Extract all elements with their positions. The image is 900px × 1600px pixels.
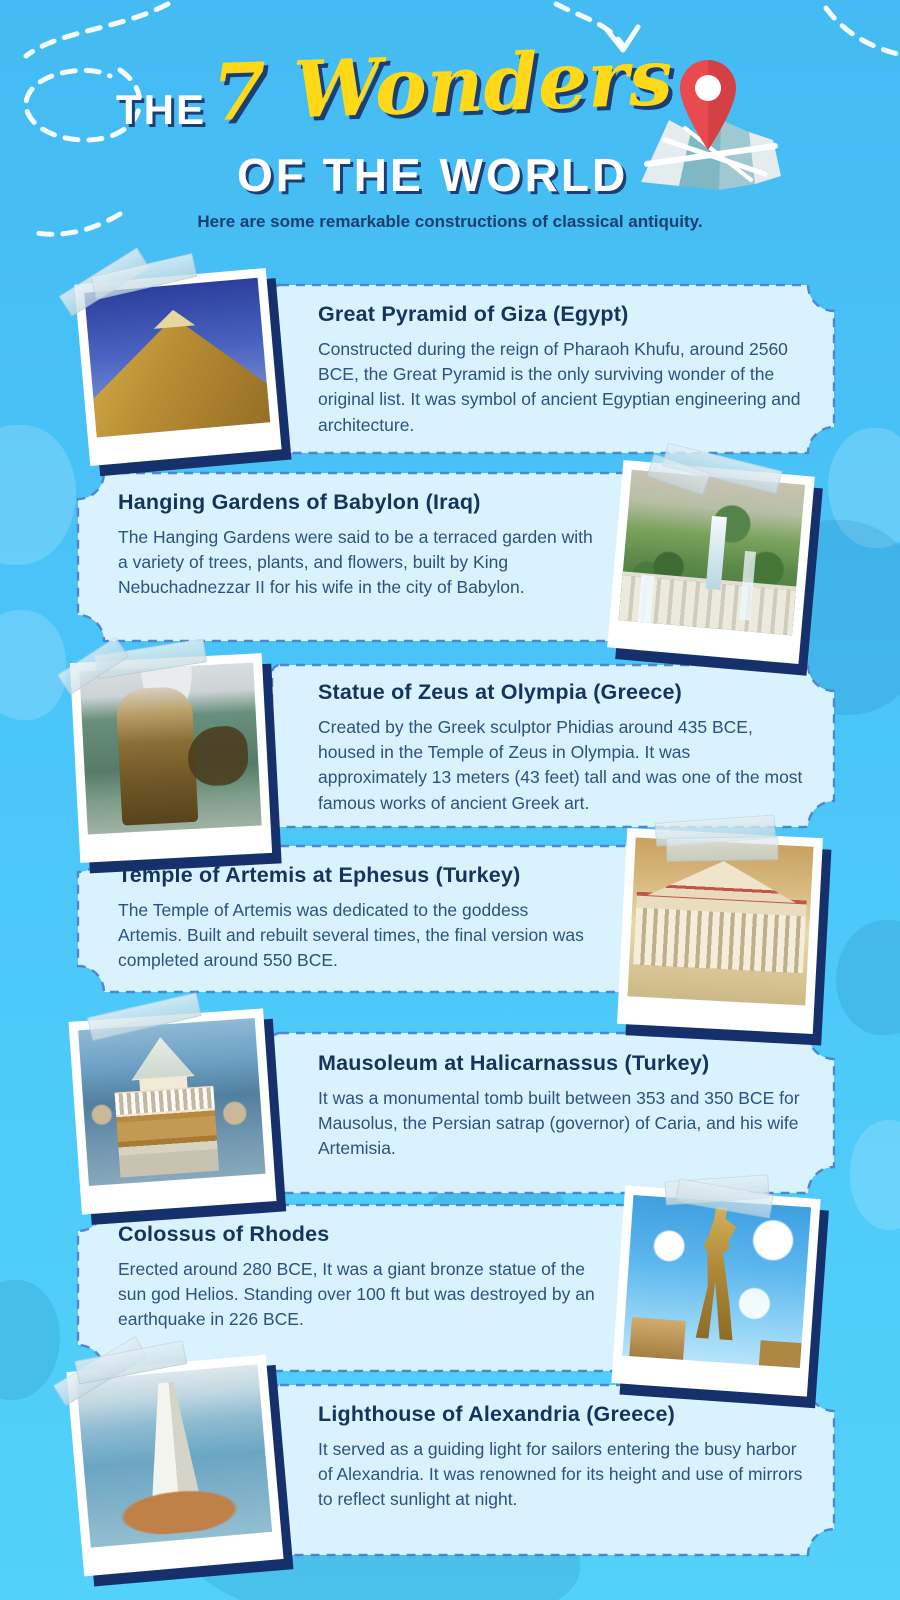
zeus-statue-photo — [70, 653, 272, 863]
title-the: THE — [116, 86, 206, 133]
colossus-scene — [622, 1195, 811, 1368]
zeus-scene — [79, 663, 261, 835]
mausoleum-scene — [78, 1018, 265, 1186]
lighthouse-scene — [76, 1364, 272, 1547]
wonder-description: It was a monumental tomb built between 353 and 350 BCE for Mausolus, the Persian satrap (governor) of Caria, and his wife Artemisia. — [318, 1088, 800, 1159]
map-shape-blob — [0, 610, 66, 720]
tape-strip — [666, 836, 778, 862]
map-shape-blob — [0, 425, 76, 565]
artemis-scene — [627, 837, 813, 1005]
gardens-scene — [619, 470, 805, 636]
map-shape-blob — [828, 428, 900, 548]
wonder-title: Temple of Artemis at Ephesus (Turkey) — [118, 863, 521, 887]
lighthouse-of-alexandria-photo — [66, 1355, 283, 1577]
wonder-description: Constructed during the reign of Pharaoh Khufu, around 2560 BCE, the Great Pyramid is the only surviving wonder of the original list. It was symbol of ancient Egyptian engineering and architecture. — [318, 339, 801, 435]
colossus-of-rhodes-photo — [611, 1185, 820, 1396]
wonder-card-mausoleum — [272, 1033, 834, 1193]
temple-of-artemis-photo — [617, 828, 823, 1034]
wonder-title: Great Pyramid of Giza (Egypt) — [318, 302, 629, 326]
map-with-pin-icon — [633, 52, 783, 210]
wonder-title: Colossus of Rhodes — [118, 1222, 330, 1246]
map-shape-blob — [836, 920, 900, 1035]
title-of-the-world: OF THE WORLD — [237, 149, 629, 201]
wonder-title: Hanging Gardens of Babylon (Iraq) — [118, 490, 481, 514]
wonder-card-pyramid — [272, 285, 834, 453]
great-pyramid-photo — [74, 268, 281, 466]
mausoleum-photo — [69, 1008, 277, 1214]
wonder-card-artemis — [78, 846, 634, 992]
wonder-description: The Hanging Gardens were said to be a terraced garden with a variety of trees, plants, and flowers, built by King Nebuchadnezzar II for his wife in the city of Babylon. — [118, 527, 593, 598]
wonder-title: Statue of Zeus at Olympia (Greece) — [318, 680, 683, 704]
map-shape-blob — [850, 1120, 900, 1230]
wonder-description: Erected around 280 BCE, It was a giant bronze statue of the sun god Helios. Standing over 100 ft but was destroyed by an earthquake in 226 BCE. — [118, 1259, 595, 1330]
wonder-card-gardens — [78, 473, 634, 641]
map-shape-blob — [0, 1280, 60, 1400]
wonder-title: Mausoleum at Halicarnassus (Turkey) — [318, 1051, 710, 1075]
pyramid-scene — [84, 278, 270, 438]
wonder-title: Lighthouse of Alexandria (Greece) — [318, 1402, 676, 1426]
wonder-card-lighthouse — [272, 1385, 834, 1555]
title-seven-wonders: 7 Wonders — [210, 31, 675, 140]
wonder-description: Created by the Greek sculptor Phidias around 435 BCE, housed in the Temple of Zeus in Olympia. It was approximately 13 meters (43 feet) tall and was one of the most famous works of ancient Greek art. — [318, 717, 803, 813]
hanging-gardens-photo — [607, 460, 815, 664]
wonder-card-zeus — [272, 665, 834, 827]
wonder-description: It served as a guiding light for sailors entering the busy harbor of Alexandria. It was renowned for its height and use of mirrors to reflect sunlight at night. — [318, 1439, 803, 1510]
wonder-description: The Temple of Artemis was dedicated to the goddess Artemis. Built and rebuilt several times, the final version was completed around 550 BCE. — [118, 900, 584, 971]
subtitle: Here are some remarkable constructions of classical antiquity. — [197, 212, 703, 231]
